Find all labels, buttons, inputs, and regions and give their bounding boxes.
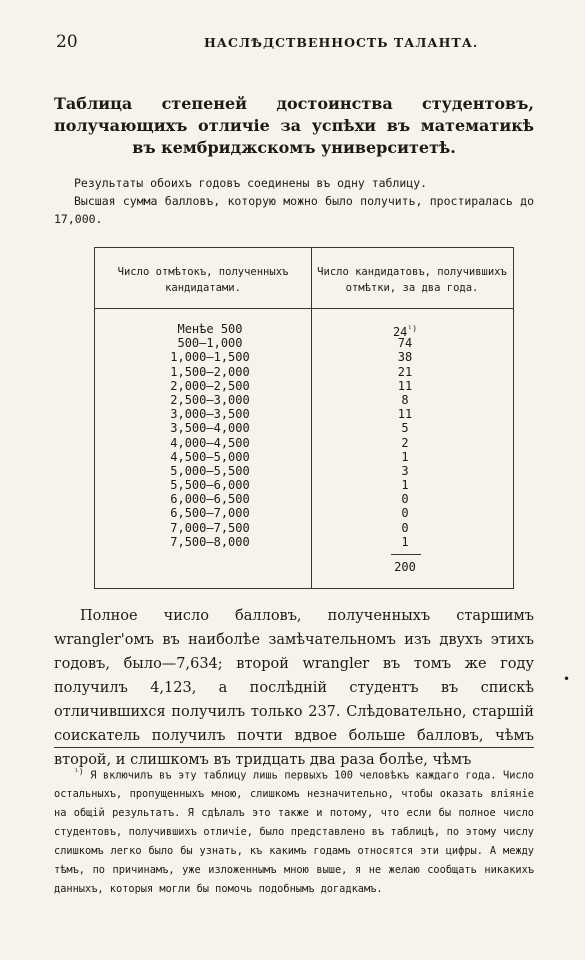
count-value: 0: [401, 520, 409, 535]
table-row-range: 1,000—1,500: [170, 350, 250, 365]
table-row-count: [375, 464, 435, 478]
table-row-count: [375, 407, 435, 421]
table-row-count: [375, 350, 435, 364]
intro-line-2: Высшая сумма балловъ, которую можно было получить, простиралась до 17,000.: [54, 194, 534, 226]
footnote-reference: ¹): [407, 324, 418, 333]
table-total: 200: [394, 560, 416, 574]
marks-range-column: [135, 322, 285, 549]
table-row-count: [375, 336, 435, 350]
grades-table: [94, 247, 514, 589]
table-row-count: [375, 506, 435, 520]
column-header-candidates: Число кандидатовъ, получившихъ отмѣтки, за два года.: [317, 266, 507, 294]
count-value: 24: [392, 325, 408, 339]
count-value: 3: [401, 463, 409, 478]
table-row-range: 7,000—7,500: [170, 520, 250, 535]
table-row-count: [375, 535, 435, 549]
count-value: 2: [401, 435, 409, 450]
column-divider: [311, 248, 312, 588]
table-row-range: 4,500—5,000: [170, 449, 250, 464]
running-title: НАСЛѢДСТВЕННОСТЬ ТАЛАНТА.: [204, 35, 479, 50]
table-row-count: [375, 365, 435, 379]
count-value: 5: [401, 421, 409, 436]
intro-line-1: Результаты обоихъ годовъ соединены въ одну таблицу.: [74, 176, 428, 190]
table-row-count: [375, 421, 435, 435]
count-value: 1: [401, 534, 409, 549]
table-row-count: [375, 450, 435, 464]
footnote-text: Я включилъ въ эту таблицу лишь первыхъ 100 человѣкъ каждаго года. Число остальныхъ, пропущенныхъ мною, слишкомъ незначительно, чтобы оказать вліяніе на общій результатъ. Я сдѣлалъ это также и потому, что если бы полное число студентовъ, получившихъ отличіе, было представлено въ таблицѣ, по этому числу слишкомъ легко было бы узнать, къ какимъ годамъ относятся эти цифры. А между тѣмъ, по причинамъ, уже изложеннымъ мною выше, я не желаю сообщать никакихъ данныхъ, которыя могли бы помочь подобнымъ догадкамъ.: [54, 769, 535, 896]
count-value: 74: [397, 336, 413, 351]
table-row-range: 5,000—5,500: [170, 463, 250, 478]
margin-mark: •: [563, 672, 571, 686]
count-value: 1: [401, 449, 409, 464]
table-row-count: [375, 521, 435, 535]
count-value: 38: [397, 350, 413, 365]
table-row-range: 3,000—3,500: [170, 407, 250, 422]
table-row-range: 7,500—8,000: [170, 534, 250, 549]
table-row-range: 1,500—2,000: [170, 364, 250, 379]
count-value: 0: [401, 506, 409, 521]
table-row-count: [375, 393, 435, 407]
table-row-range: 6,000—6,500: [170, 492, 250, 507]
page-header: [56, 32, 536, 52]
footnote-divider: [54, 747, 534, 748]
table-row-range: 500—1,000: [177, 336, 243, 351]
table-row-count: [375, 436, 435, 450]
table-row-range: 3,500—4,000: [170, 421, 250, 436]
intro-text: [54, 174, 534, 228]
table-row-range: 2,500—3,000: [170, 392, 250, 407]
table-row-count: [375, 478, 435, 492]
count-value: 21: [397, 364, 413, 379]
page-number: 20: [56, 32, 78, 52]
table-row-count: [375, 492, 435, 506]
header-divider: [95, 308, 513, 309]
table-row-count: [375, 322, 435, 339]
table-title: Таблица степеней достоинства студентовъ, получающихъ отличіе за успѣхи въ математикѣ въ кембриджскомъ университетѣ.: [54, 94, 534, 157]
footnote: [54, 762, 534, 899]
count-value: 1: [401, 478, 409, 493]
column-header-marks: Число отмѣтокъ, полученныхъ кандидатами.: [117, 266, 289, 294]
count-value: 0: [401, 492, 409, 507]
body-paragraph-text: Полное число балловъ, полученныхъ старшимъ wrangler'омъ въ наиболѣе замѣчательномъ изъ двухъ этихъ годовъ, было—7,634; второй wrangler въ томъ же году получилъ 4,123, а послѣдній студентъ въ спискѣ отличившихся получилъ только 237. Слѣдовательно, старшій соискатель получилъ почти вдвое больше балловъ, чѣмъ второй, и слишкомъ въ тридцать два раза болѣе, чѣмъ: [54, 608, 534, 768]
table-row-range: Менѣе 500: [177, 322, 243, 336]
candidate-count-column: [375, 322, 435, 549]
table-row-range: 6,500—7,000: [170, 506, 250, 521]
table-row-range: 2,000—2,500: [170, 378, 250, 393]
count-value: 11: [397, 407, 413, 422]
count-value: 11: [397, 378, 413, 393]
sum-rule: [391, 554, 421, 555]
table-row-range: 5,500—6,000: [170, 478, 250, 493]
table-row-range: 4,000—4,500: [170, 435, 250, 450]
footnote-marker: ¹): [74, 767, 84, 776]
table-row-count: [375, 379, 435, 393]
count-value: 8: [401, 392, 409, 407]
